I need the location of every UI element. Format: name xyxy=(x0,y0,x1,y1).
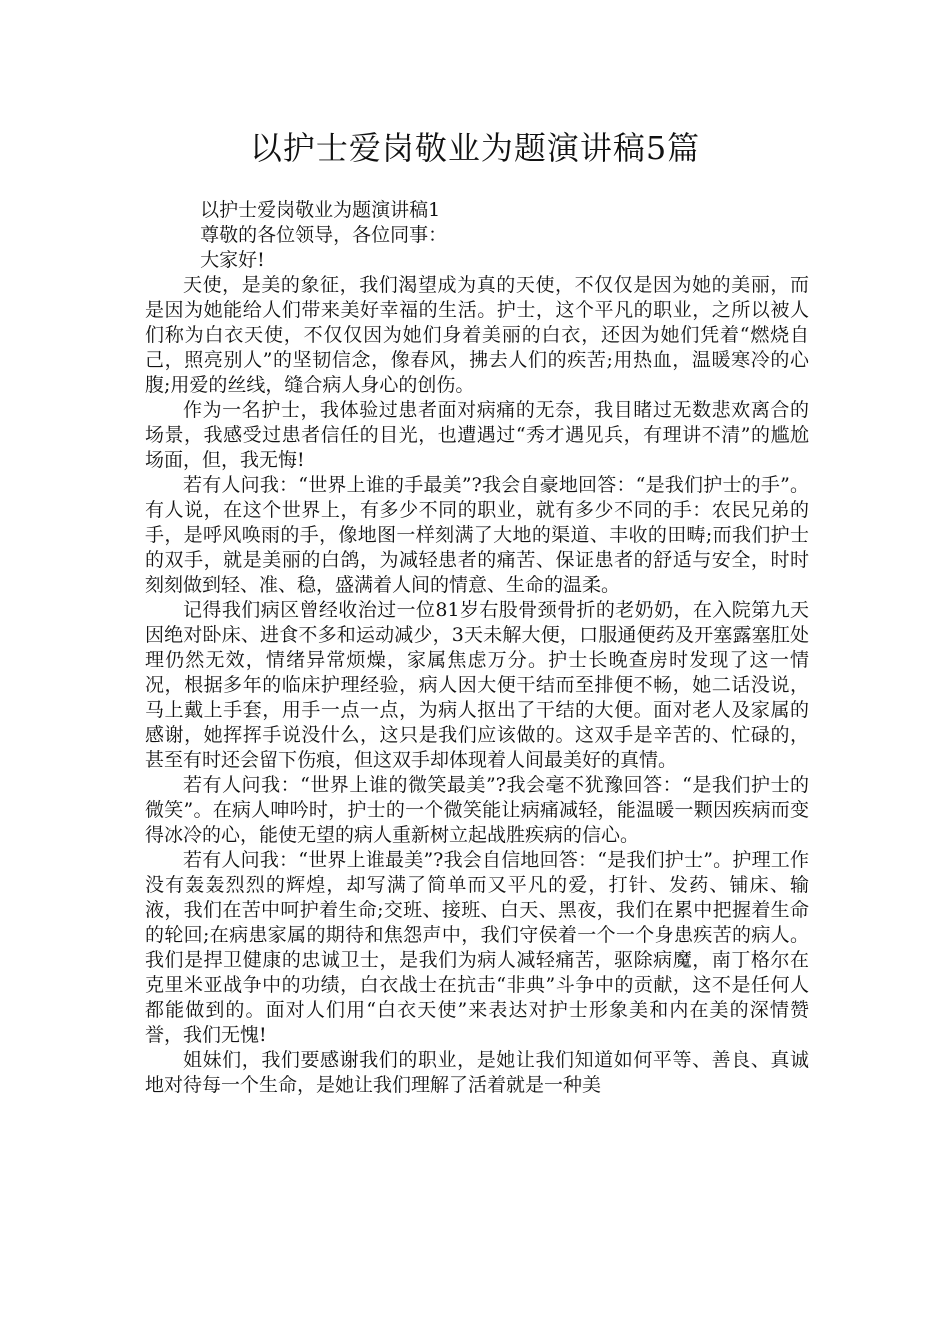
greeting: 大家好! xyxy=(200,249,265,271)
paragraph: 若有人问我：“世界上谁的微笑最美”?我会毫不犹豫回答：“是我们护士的微笑”。在病人呻吟时，护士的一个微笑能让病痛减轻，能温暖一颗因疾病而变得冰冷的心，能使无望的病人重新树立起战胜疾病的信心。 xyxy=(145,774,809,846)
salutation: 尊敬的各位领导，各位同事： xyxy=(200,224,448,246)
paragraph: 记得我们病区曾经收治过一位81岁右股骨颈骨折的老奶奶，在入院第九天因绝对卧床、进食不多和运动减少，3天未解大便，口服通便药及开塞露塞肛处理仍然无效，情绪异常烦燥，家属焦虑万分。护士长晚查房时发现了这一情况，根据多年的临床护理经验，病人因大便干结而至排便不畅，她二话没说，马上戴上手套，用手一点一点，为病人抠出了干结的大便。面对老人及家属的感谢，她挥挥手说没什么，这只是我们应该做的。这双手是辛苦的、忙碌的，甚至有时还会留下伤痕，但这双手却体现着人间最美好的真情。 xyxy=(145,599,809,771)
document-title: 以护士爱岗敬业为题演讲稿5篇 xyxy=(249,129,701,167)
paragraph: 姐妹们，我们要感谢我们的职业，是她让我们知道如何平等、善良、真诚地对待每一个生命，是她让我们理解了活着就是一种美 xyxy=(145,1049,809,1096)
paragraph: 作为一名护士，我体验过患者面对病痛的无奈，我目睹过无数悲欢离合的场景，我感受过患者信任的目光，也遭遇过“秀才遇见兵，有理讲不清”的尴尬场面，但，我无悔! xyxy=(145,399,809,471)
paragraph: 天使，是美的象征，我们渴望成为真的天使，不仅仅是因为她的美丽，而是因为她能给人们带来美好幸福的生活。护士，这个平凡的职业，之所以被人们称为白衣天使，不仅仅因为她们身着美丽的白衣，还因为她们凭着“燃烧自己，照亮别人”的坚韧信念，像春风，拂去人们的疾苦;用热血，温暖寒冷的心腹;用爱的丝线，缝合病人身心的创伤。 xyxy=(145,274,809,396)
paragraph: 若有人问我：“世界上谁的手最美”?我会自豪地回答：“是我们护士的手”。有人说，在这个世界上，有多少不同的职业，就有多少不同的手：农民兄弟的手，是呼风唤雨的手，像地图一样刻满了大地的渠道、丰收的田畴;而我们护士的双手，就是美丽的白鸽，为减轻患者的痛苦、保证患者的舒适与安全，时时刻刻做到轻、准、稳，盛满着人间的情意、生命的温柔。 xyxy=(145,474,809,596)
section-title: 以护士爱岗敬业为题演讲稿1 xyxy=(200,199,441,221)
paragraph: 若有人问我：“世界上谁最美”?我会自信地回答：“是我们护士”。护理工作没有轰轰烈烈的辉煌，却写满了简单而又平凡的爱，打针、发药、铺床、输液，我们在苦中呵护着生命;交班、接班、白天、黑夜，我们在累中把握着生命的轮回;在病患家属的期待和焦怨声中，我们守侯着一个一个身患疾苦的病人。我们是捍卫健康的忠诚卫士，是我们为病人减轻痛苦，驱除病魔，南丁格尔在克里米亚战争中的功绩，白衣战士在抗击“非典”斗争中的贡献，这不是任何人都能做到的。面对人们用“白衣天使”来表达对护士形象美和内在美的深情赞誉，我们无愧! xyxy=(145,849,809,1046)
document-body xyxy=(145,198,809,1098)
